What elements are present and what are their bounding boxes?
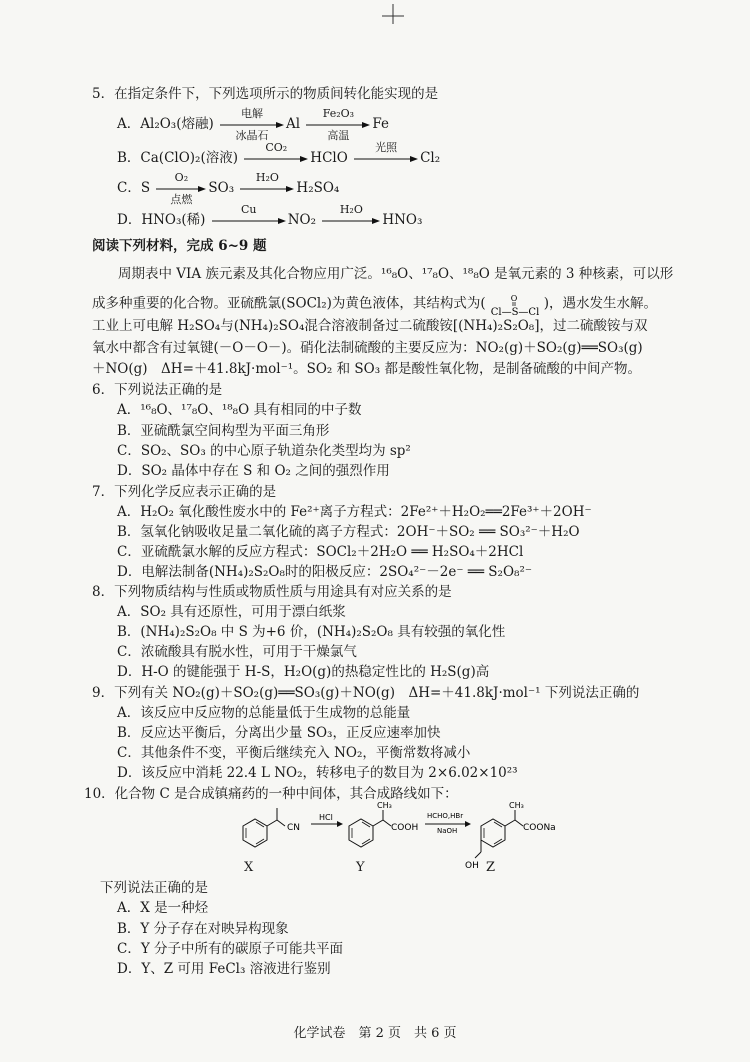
compound-y-label: Y [356,860,365,875]
q6-option-b: B．亚硫酰氯空间构型为平面三角形 [117,423,330,439]
q7-stem: 7．下列化学反应表示正确的是 [92,484,277,500]
passage-heading: 阅读下列材料，完成 6~9 题 [92,238,267,254]
q10-option-b: B．Y 分子存在对映异构现象 [117,921,289,937]
q7-option-a: A．H₂O₂ 氧化酸性废水中的 Fe²⁺离子方程式：2Fe²⁺＋H₂O₂══2Fe³⁺＋2OH⁻ [117,504,592,520]
q10-option-d: D．Y、Z 可用 FeCl₃ 溶液进行鉴别 [117,961,331,977]
reaction-arrow: 光照 [354,151,418,167]
svg-text:CH₃: CH₃ [377,801,392,810]
q6-stem: 6．下列说法正确的是 [92,382,223,398]
reaction-arrow: H₂O [322,213,380,229]
q5-stem: 5．在指定条件下，下列选项所示的物质间转化能实现的是 [92,86,439,102]
reaction-arrow: 电解 冰晶石 [220,117,284,133]
q8-option-b: B．(NH₄)₂S₂O₈ 中 S 为+6 价，(NH₄)₂S₂O₈ 具有较强的氧化性 [117,624,506,640]
reaction-arrow: Fe₂O₃ 高温 [306,117,370,133]
q10-sub-stem: 下列说法正确的是 [100,880,208,896]
svg-text:COOH: COOH [391,823,419,833]
passage-line-1: 周期表中 VIA 族元素及其化合物应用广泛。¹⁶₈O、¹⁷₈O、¹⁸₈O 是氧元素的 3 种核素，可以形 [118,266,674,282]
compound-x-structure [243,808,300,847]
passage-line-5: ＋NO(g) ΔH=＋41.8kJ·mol⁻¹。SO₂ 和 SO₃ 都是酸性氧化物，是制备硫酸的中间产物。 [92,361,641,377]
page-footer: 化学试卷 第 2 页 共 6 页 [293,1026,457,1041]
q9-option-b: B．反应达平衡后，分离出少量 SO₃，正反应速率加快 [117,725,441,741]
q7-option-d: D．电解法制备(NH₄)₂S₂O₈时的阳极反应：2SO₄²⁻－2e⁻ ══ S₂O₈²⁻ [117,564,532,580]
svg-text:OH: OH [465,861,479,871]
q5-option-a: A．Al₂O₃(熔融) 电解 冰晶石 Al Fe₂O₃ 高温 Fe [117,106,390,142]
svg-text:CH₃: CH₃ [509,801,524,810]
q9-option-d: D．该反应中消耗 22.4 L NO₂，转移电子的数目为 2×6.02×10²³ [117,765,518,781]
q10-stem: 10．化合物 C 是合成镇痛药的一种中间体，其合成路线如下： [84,786,458,802]
svg-text:COONa: COONa [523,823,556,833]
q6-option-d: D．SO₂ 晶体中存在 S 和 O₂ 之间的强烈作用 [117,463,390,479]
reaction-arrow: Cu [212,213,286,229]
compound-z-label: Z [486,860,496,875]
q9-stem: 9．下列有关 NO₂(g)＋SO₂(g)══SO₃(g)＋NO(g) ΔH=＋41.8kJ·mol⁻¹ 下列说法正确的 [92,685,640,701]
q9-option-c: C．其他条件不变，平衡后继续充入 NO₂，平衡常数将减小 [117,745,471,761]
passage-line-2: 成多种重要的化合物。亚硫酰氯(SOCl₂)为黄色液体，其结构式为( O Cl—S—Cl )，遇水发生水解。 [92,294,657,316]
reaction-arrow: H₂O [240,181,294,197]
svg-text:CN: CN [287,823,301,833]
synthesis-scheme [225,800,585,882]
q5-option-c: C．S O₂ 点燃 SO₃ H₂O H₂SO₄ [117,170,340,206]
q8-option-d: D．H-O 的键能强于 H-S，H₂O(g)的热稳定性比的 H₂S(g)高 [117,664,490,680]
q7-option-b: B．氢氧化钠吸收足量二氧化硫的离子方程式：2OH⁻＋SO₂ ══ SO₃²⁻＋H₂O [117,524,580,540]
compound-y-structure [349,801,418,847]
q7-option-c: C．亚硫酰氯水解的反应方程式：SOCl₂＋2H₂O ══ H₂SO₄＋2HCl [117,544,524,560]
passage-line-4: 氧水中都含有过氧键(－O－O－)。硝化法制硫酸的主要反应为：NO₂(g)＋SO₂(g)══SO₃(g) [92,340,643,356]
q10-option-a: A．X 是一种烃 [117,900,209,916]
arrow-step-1 [311,813,343,827]
q9-option-a: A．该反应中反应物的总能量低于生成物的总能量 [117,705,411,721]
compound-x-label: X [244,860,254,875]
q6-option-a: A．¹⁶₈O、¹⁷₈O、¹⁸₈O 具有相同的中子数 [117,402,362,418]
svg-text:HCHO,HBr: HCHO,HBr [427,812,464,820]
q6-option-c: C．SO₂、SO₃ 的中心原子轨道杂化类型均为 sp² [117,443,411,459]
svg-text:Cl—S—Cl: Cl—S—Cl [490,307,539,316]
q8-option-c: C．浓硫酸具有脱水性，可用于干燥氯气 [117,644,357,660]
q8-option-a: A．SO₂ 具有还原性，可用于漂白纸浆 [117,604,346,620]
q5-option-d: D．HNO₃(稀) Cu NO₂ H₂O HNO₃ [117,202,423,228]
q8-stem: 8．下列物质结构与性质或物质性质与用途具有对应关系的是 [92,584,452,600]
arrow-step-2 [425,812,471,835]
reaction-arrow: CO₂ [244,151,308,167]
svg-text:NaOH: NaOH [437,827,458,835]
crosshair-mark-icon [380,4,406,24]
svg-text:HCl: HCl [319,813,333,822]
reaction-arrow: O₂ 点燃 [156,181,206,197]
socl2-structure [486,294,544,314]
q5-option-b: B．Ca(ClO)₂(溶液) CO₂ HClO 光照 Cl₂ [117,140,441,166]
svg-text:O: O [510,294,517,303]
compound-z-structure [465,801,556,871]
q10-option-c: C．Y 分子中所有的碳原子可能共平面 [117,941,344,957]
passage-line-3: 工业上可电解 H₂SO₄与(NH₄)₂SO₄混合溶液制备过二硫酸铵[(NH₄)₂S₂O₈]，过二硫酸铵与双 [92,318,648,334]
